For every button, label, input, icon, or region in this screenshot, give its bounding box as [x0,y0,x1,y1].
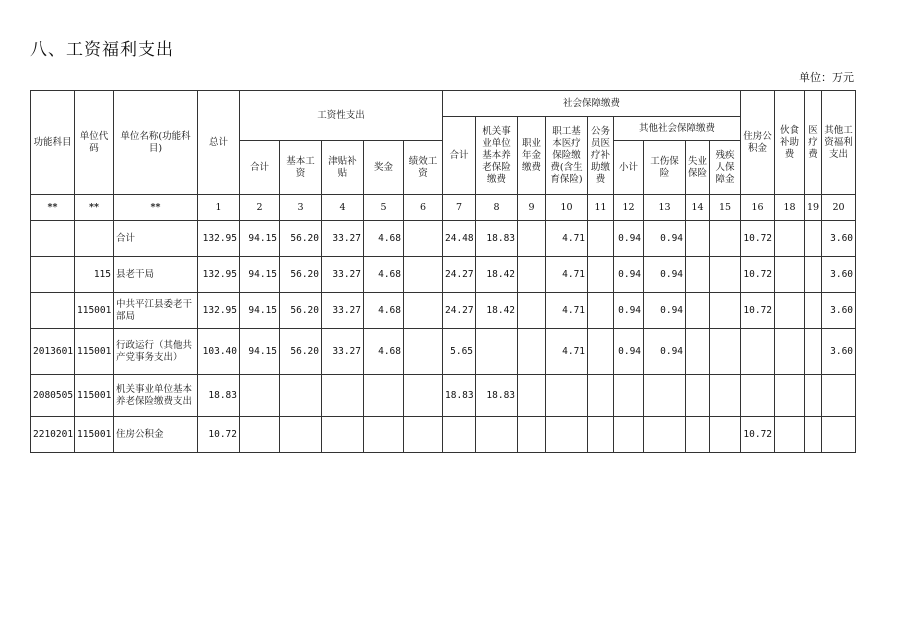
table-row [31,375,856,417]
page-title: 八、工资福利支出 [30,40,174,60]
unit-code-cell: 115001 [75,329,114,375]
value-cell [518,257,546,293]
unit-name-cell: 县老干局 [114,257,198,293]
value-cell [775,221,805,257]
header-disabled: 残疾人保障金 [710,141,741,195]
func-code-cell [31,221,75,257]
value-cell: 0.94 [614,293,644,329]
value-cell [240,417,280,453]
value-cell [322,417,364,453]
value-cell: 0.94 [614,257,644,293]
value-cell: 10.72 [741,293,775,329]
value-cell: 56.20 [280,257,322,293]
value-cell: 3.60 [822,293,856,329]
value-cell: 56.20 [280,293,322,329]
value-cell: 132.95 [198,221,240,257]
value-cell [588,221,614,257]
value-cell [404,293,443,329]
func-code-cell [31,257,75,293]
value-cell: 132.95 [198,293,240,329]
value-cell [404,257,443,293]
unit-code-cell: 115001 [75,417,114,453]
header-unit-code: 单位代码 [75,91,114,195]
value-cell: 10.72 [741,257,775,293]
unit-label: 单位：万元 [799,71,854,84]
value-cell [404,221,443,257]
value-cell [775,293,805,329]
value-cell: 24.27 [443,293,476,329]
header-bonus: 奖金 [364,141,404,195]
value-cell: 4.71 [546,221,588,257]
index-cell: 6 [404,195,443,221]
data-row-group [31,221,856,453]
header-allowance: 津贴补贴 [322,141,364,195]
value-cell: 18.42 [476,293,518,329]
value-cell: 4.68 [364,221,404,257]
index-cell: 8 [476,195,518,221]
index-cell: 16 [741,195,775,221]
value-cell [546,375,588,417]
value-cell [476,329,518,375]
index-cell: 3 [280,195,322,221]
value-cell [710,375,741,417]
index-cell: 15 [710,195,741,221]
value-cell [805,417,822,453]
value-cell [686,329,710,375]
value-cell [686,257,710,293]
value-cell [775,329,805,375]
value-cell [240,375,280,417]
value-cell [805,221,822,257]
value-cell: 3.60 [822,257,856,293]
index-cell: ** [114,195,198,221]
value-cell [443,417,476,453]
index-cell: 12 [614,195,644,221]
value-cell: 18.83 [476,375,518,417]
value-cell: 3.60 [822,329,856,375]
value-cell: 4.68 [364,293,404,329]
value-cell: 18.83 [476,221,518,257]
index-cell: ** [31,195,75,221]
header-medical: 医疗费 [805,91,822,195]
value-cell [588,417,614,453]
unit-code-cell: 115001 [75,293,114,329]
value-cell [775,417,805,453]
value-cell [805,293,822,329]
value-cell [518,417,546,453]
unit-code-cell [75,221,114,257]
value-cell: 33.27 [322,257,364,293]
value-cell: 4.68 [364,329,404,375]
header-other-social-sum: 小计 [614,141,644,195]
value-cell [710,293,741,329]
header-housing: 住房公积金 [741,91,775,195]
value-cell [404,375,443,417]
value-cell: 94.15 [240,257,280,293]
value-cell: 0.94 [644,329,686,375]
unit-code-cell: 115 [75,257,114,293]
value-cell [686,375,710,417]
value-cell [710,257,741,293]
table-row [31,257,856,293]
value-cell: 10.72 [198,417,240,453]
table-row [31,221,856,257]
value-cell [741,329,775,375]
value-cell [644,417,686,453]
value-cell [805,375,822,417]
value-cell: 33.27 [322,221,364,257]
index-cell: 2 [240,195,280,221]
unit-name-cell: 中共平江县委老干部局 [114,293,198,329]
value-cell [588,293,614,329]
value-cell: 0.94 [644,293,686,329]
value-cell [614,375,644,417]
value-cell: 94.15 [240,221,280,257]
unit-name-cell: 合计 [114,221,198,257]
header-social-group: 社会保障缴费 [443,91,741,117]
value-cell [775,257,805,293]
value-cell [686,417,710,453]
header-other-social-group: 其他社会保障缴费 [614,117,741,141]
unit-code-cell: 115001 [75,375,114,417]
index-cell: 4 [322,195,364,221]
value-cell: 33.27 [322,329,364,375]
index-cell: ** [75,195,114,221]
index-cell: 11 [588,195,614,221]
value-cell [805,257,822,293]
index-row-group [31,195,856,221]
value-cell [710,329,741,375]
value-cell: 33.27 [322,293,364,329]
unit-name-cell: 机关事业单位基本养老保险缴费支出 [114,375,198,417]
header-unit-name: 单位名称(功能科目) [114,91,198,195]
value-cell: 10.72 [741,417,775,453]
value-cell [518,293,546,329]
value-cell: 56.20 [280,221,322,257]
table-row [31,417,856,453]
header-other-welfare: 其他工资福利支出 [822,91,856,195]
index-cell: 20 [822,195,856,221]
value-cell [710,417,741,453]
value-cell: 56.20 [280,329,322,375]
value-cell: 103.40 [198,329,240,375]
value-cell [364,417,404,453]
header-wage-group: 工资性支出 [240,91,443,141]
value-cell [404,329,443,375]
index-cell: 10 [546,195,588,221]
index-cell: 5 [364,195,404,221]
value-cell [710,221,741,257]
header-meal: 伙食补助费 [775,91,805,195]
value-cell: 10.72 [741,221,775,257]
value-cell: 0.94 [644,257,686,293]
value-cell [644,375,686,417]
value-cell [775,375,805,417]
index-cell: 14 [686,195,710,221]
header-total: 总计 [198,91,240,195]
value-cell [588,375,614,417]
value-cell [322,375,364,417]
index-cell: 7 [443,195,476,221]
header-perf-wage: 绩效工资 [404,141,443,195]
index-cell: 18 [775,195,805,221]
func-code-cell: 2013601 [31,329,75,375]
header-civil-medical: 公务员医疗补助缴费 [588,117,614,195]
func-code-cell: 2080505 [31,375,75,417]
index-row [31,195,856,221]
header-func-code: 功能科目 [31,91,75,195]
value-cell: 3.60 [822,221,856,257]
value-cell: 18.42 [476,257,518,293]
unit-name-cell: 行政运行（其他共产党事务支出） [114,329,198,375]
index-cell: 9 [518,195,546,221]
table-row [31,293,856,329]
value-cell: 4.71 [546,293,588,329]
value-cell: 0.94 [614,329,644,375]
value-cell: 0.94 [614,221,644,257]
value-cell [822,417,856,453]
header-pension: 机关事业单位基本养老保险缴费 [476,117,518,195]
value-cell [588,329,614,375]
value-cell: 94.15 [240,329,280,375]
index-cell: 1 [198,195,240,221]
unit-name-cell: 住房公积金 [114,417,198,453]
header-social-sum: 合计 [443,117,476,195]
value-cell [404,417,443,453]
header-wage-sum: 合计 [240,141,280,195]
header-unemployment: 失业保险 [686,141,710,195]
value-cell [518,375,546,417]
header-emp-medical: 职工基本医疗保险缴费(含生育保险) [546,117,588,195]
value-cell [476,417,518,453]
value-cell: 18.83 [443,375,476,417]
value-cell [588,257,614,293]
welfare-expense-table [30,90,856,453]
value-cell [686,221,710,257]
value-cell [280,375,322,417]
index-cell: 13 [644,195,686,221]
value-cell: 4.68 [364,257,404,293]
value-cell: 0.94 [644,221,686,257]
value-cell: 4.71 [546,257,588,293]
value-cell [686,293,710,329]
value-cell [518,329,546,375]
value-cell: 18.83 [198,375,240,417]
header-injury: 工伤保险 [644,141,686,195]
value-cell [364,375,404,417]
value-cell: 94.15 [240,293,280,329]
table-row [31,329,856,375]
value-cell: 24.27 [443,257,476,293]
value-cell: 4.71 [546,329,588,375]
value-cell [614,417,644,453]
value-cell: 5.65 [443,329,476,375]
value-cell: 132.95 [198,257,240,293]
value-cell [546,417,588,453]
value-cell: 24.48 [443,221,476,257]
func-code-cell [31,293,75,329]
header-annuity: 职业年金缴费 [518,117,546,195]
value-cell [805,329,822,375]
value-cell [280,417,322,453]
value-cell [822,375,856,417]
func-code-cell: 2210201 [31,417,75,453]
header-base-wage: 基本工资 [280,141,322,195]
value-cell [518,221,546,257]
index-cell: 19 [805,195,822,221]
value-cell [741,375,775,417]
